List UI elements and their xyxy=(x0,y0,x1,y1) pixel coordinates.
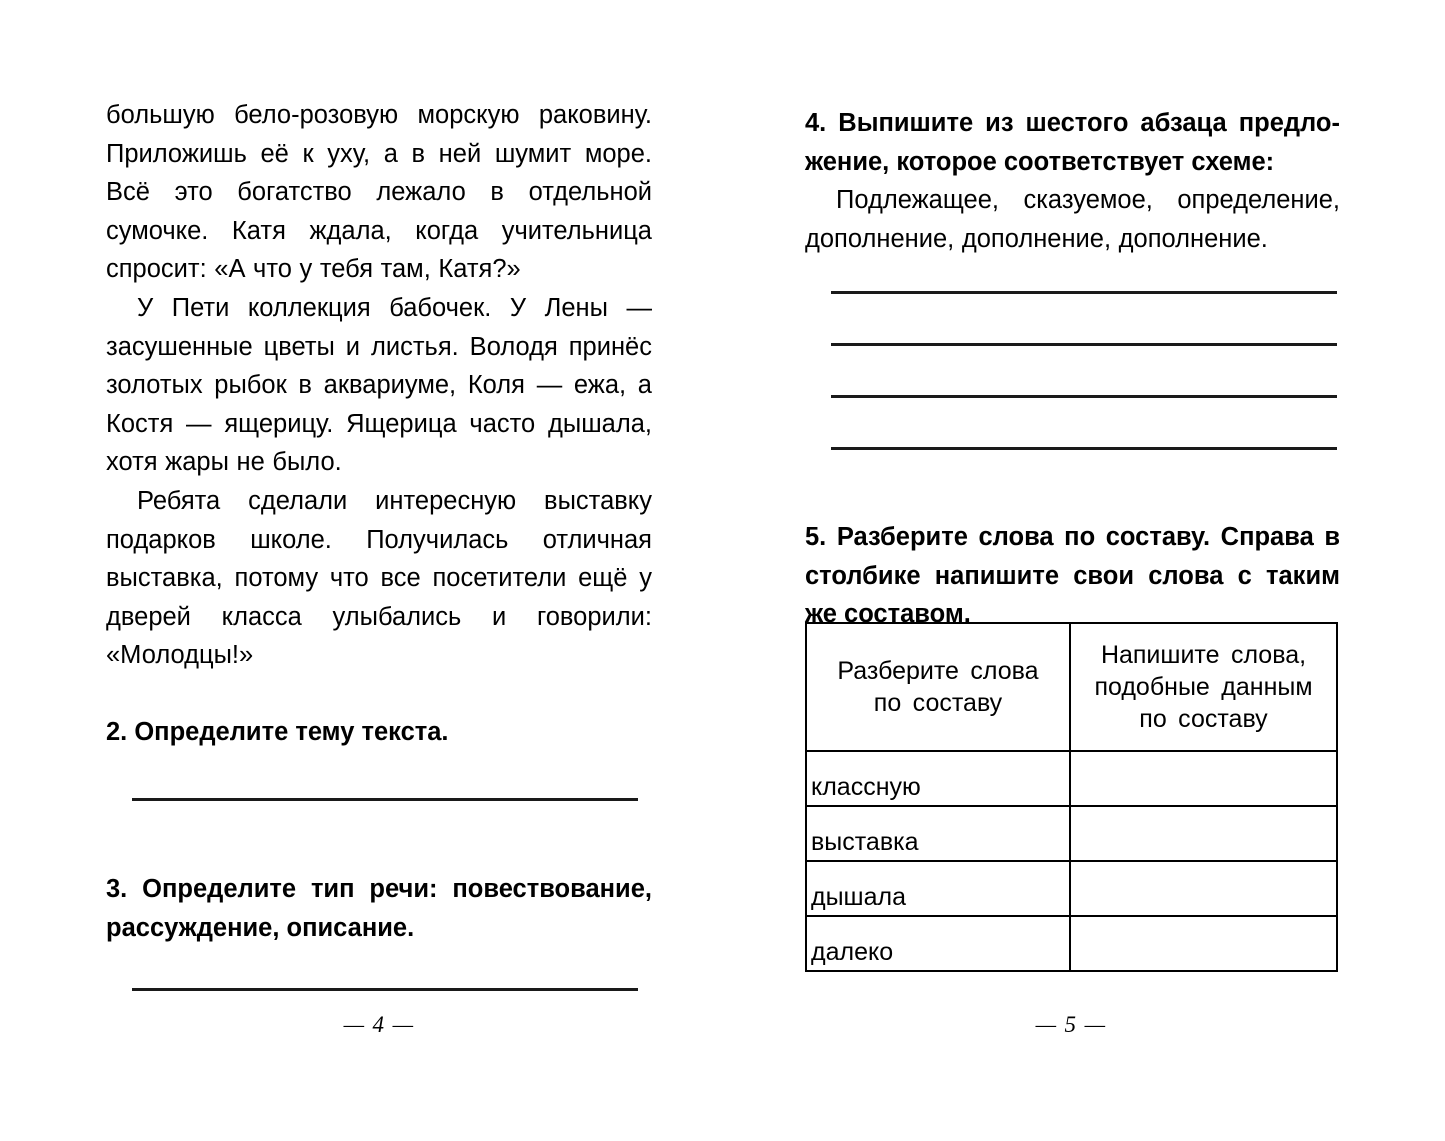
table-header-row xyxy=(806,623,1337,751)
body-paragraph: Ребята сделали интересную выставку подарков школе. Получилась отличная выставка, потому что все посетители ещё у дверей класса улыбались и говорили: «Молодцы!» xyxy=(106,486,652,670)
task-4-answer-line[interactable] xyxy=(831,447,1337,450)
table-row xyxy=(806,916,1337,971)
task-4-heading: 4. Выпишите из шестого абзаца предложение, которое соответствует схеме: xyxy=(805,109,1340,176)
table-cell-word: выставка xyxy=(806,806,1070,861)
table-cell-word: классную xyxy=(806,751,1070,806)
table-row xyxy=(806,751,1337,806)
right-page xyxy=(805,0,1340,1141)
task-4-answer-line[interactable] xyxy=(831,291,1337,294)
table-header-cell-analyze: Разберите слова по составу xyxy=(806,623,1070,751)
table-cell-answer[interactable] xyxy=(1070,861,1337,916)
table-cell-answer[interactable] xyxy=(1070,806,1337,861)
table-cell-answer[interactable] xyxy=(1070,751,1337,806)
table-header-cell-write: Напишите слова, подобные данным по составу xyxy=(1070,623,1337,751)
page-number-right: — 5 — xyxy=(1035,1012,1107,1037)
table-row xyxy=(806,806,1337,861)
left-page xyxy=(106,0,652,1141)
task-4-scheme: Подлежащее, сказуемое, определение, дополнение, дополнение, дополнение. xyxy=(805,186,1340,253)
word-analysis-table xyxy=(805,622,1338,972)
body-paragraph: большую бело-розовую морскую раковину. Приложишь её к уху, а в ней шумит море. Всё это богатство лежало в отдельной сумочке. Катя ждала, когда учительница спросит: «А что у тебя там, Катя?» xyxy=(106,101,652,284)
task-2-heading: 2. Определите тему текста. xyxy=(106,718,449,746)
task-3-answer-line[interactable] xyxy=(132,988,638,991)
task-3-heading: 3. Определите тип речи: повествование, рассуждение, описание. xyxy=(106,875,652,942)
task-2-answer-line[interactable] xyxy=(132,798,638,801)
task-4-answer-line[interactable] xyxy=(831,395,1337,398)
table-cell-answer[interactable] xyxy=(1070,916,1337,971)
task-5-heading: 5. Разберите слова по составу. Справа в столбике напишите свои слова с таким же составом. xyxy=(805,523,1340,629)
task-4-answer-line[interactable] xyxy=(831,343,1337,346)
page-number-left: — 4 — xyxy=(343,1012,415,1037)
table-cell-word: дышала xyxy=(806,861,1070,916)
body-paragraph: У Пети коллекция бабочек. У Лены — засушенные цветы и листья. Володя принёс золотых рыбок в аквариуме, Коля — ежа, а Костя — ящерицу. Ящерица часто дышала, хотя жары не было. xyxy=(106,293,652,477)
table-cell-word: далеко xyxy=(806,916,1070,971)
table-row xyxy=(806,861,1337,916)
